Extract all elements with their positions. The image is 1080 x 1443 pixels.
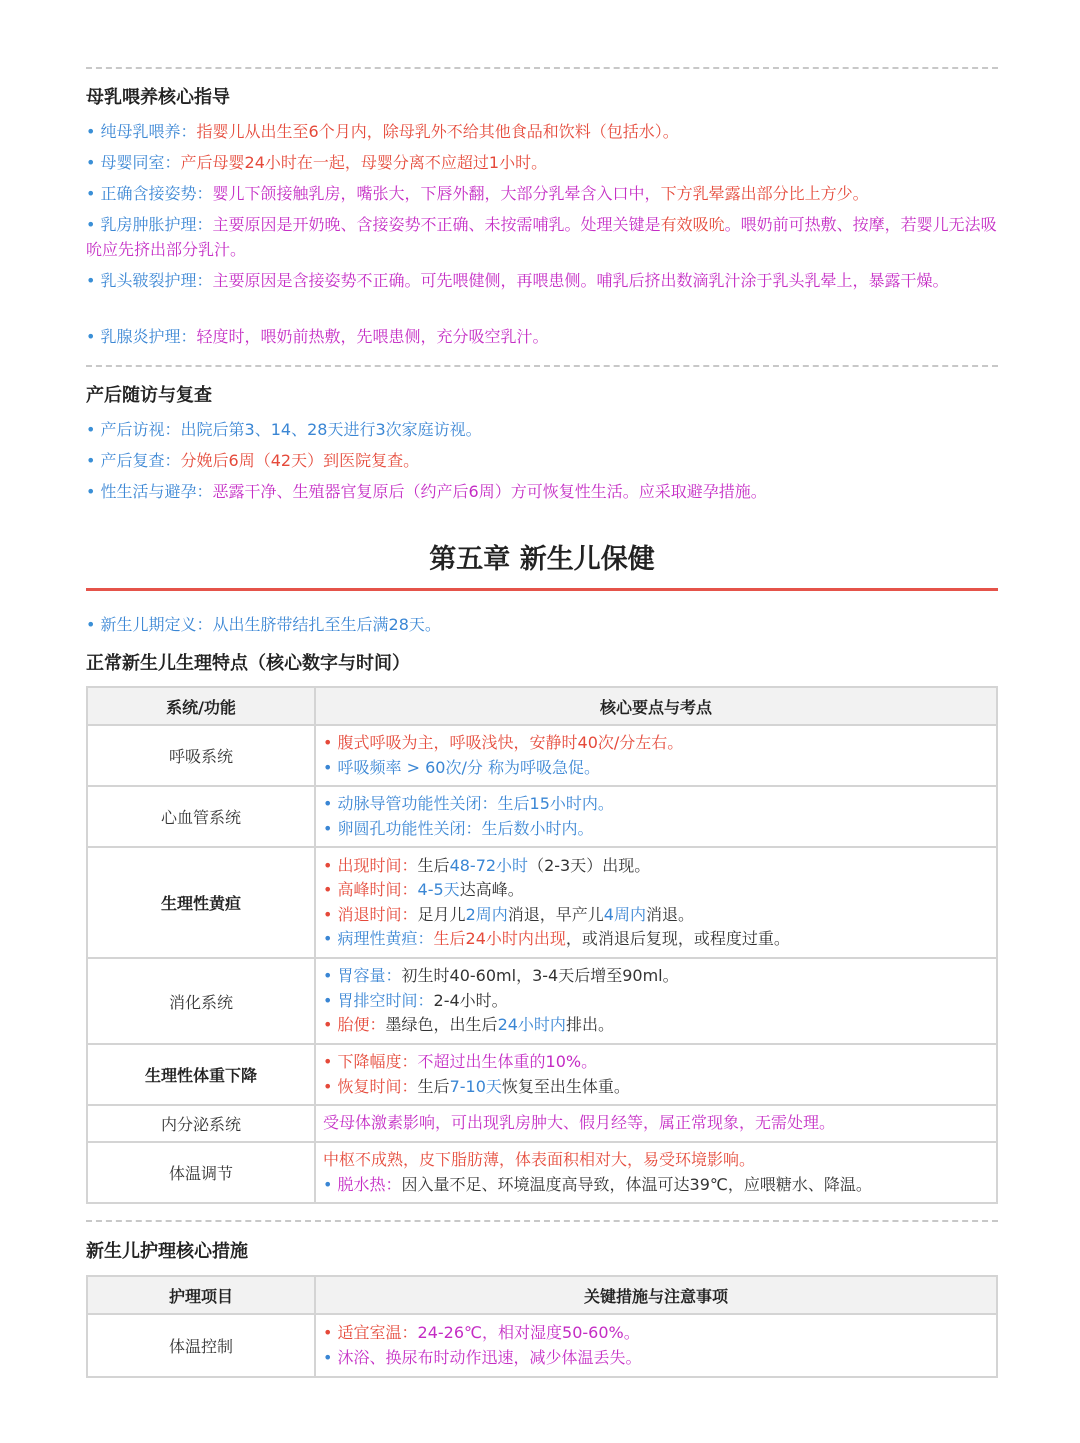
system-name: 体温调节 <box>87 1142 315 1203</box>
bullet-dot: • <box>323 757 333 777</box>
bullet-dot: • <box>86 271 96 290</box>
section-title-physiology: 正常新生儿生理特点（核心数字与时间） <box>86 653 410 674</box>
bullet-dot: • <box>323 733 333 752</box>
item-text: 主要原因是含接姿势不正确。可先喂健侧，再喂患侧。哺乳后挤出数滴乳汁涂于乳头乳晕上，暴露干燥。 <box>212 271 949 290</box>
bullet-item <box>86 181 998 206</box>
table-row <box>87 1105 997 1142</box>
point-line: 受母体激素影响，可出现乳房肿大、假月经等，属正常现象，无需处理。 <box>323 1113 836 1133</box>
bullet-dot: • <box>323 966 333 986</box>
bullet-item <box>86 417 998 442</box>
bullet-dot: • <box>323 818 333 838</box>
item-text: 。喂奶前可热敷、按摩，若婴儿无法吸吮应先挤出部分乳汁。 <box>86 215 997 259</box>
system-name: 内分泌系统 <box>87 1105 315 1142</box>
chapter-underline <box>86 588 998 591</box>
key-points <box>315 1044 997 1105</box>
item-text: 下方乳晕露出部分比上方少。 <box>660 184 869 203</box>
table-header-row <box>87 687 997 725</box>
bullet-dot: • <box>86 184 96 203</box>
table-row <box>87 1314 997 1377</box>
point-line: • 呼吸频率 > 60次/分 称为呼吸急促。 <box>323 757 600 777</box>
item-label: 纯母乳喂养： <box>100 122 197 141</box>
bullet-item <box>86 150 998 175</box>
point-line: • 下降幅度：不超过出生体重的10%。 <box>323 1052 598 1071</box>
column-header: 护理项目 <box>87 1276 315 1314</box>
bullet-dot: • <box>323 794 333 813</box>
bullet-item <box>86 212 998 262</box>
bullet-dot: • <box>323 1323 333 1342</box>
bullet-dot: • <box>86 153 96 172</box>
key-points <box>315 847 997 958</box>
key-points <box>315 786 997 847</box>
bullet-dot: • <box>86 122 96 141</box>
bullet-dot: • <box>86 451 96 470</box>
item-label: 乳腺炎护理： <box>100 327 197 346</box>
item-text: 出院后第3、14、28天进行3次家庭访视。 <box>180 420 482 439</box>
item-label: 乳头皲裂护理： <box>100 271 213 290</box>
system-name: 呼吸系统 <box>87 725 315 786</box>
point-line: • 高峰时间：4-5天达高峰。 <box>323 880 524 899</box>
bullet-dot: • <box>86 215 96 234</box>
item-label: 产后复查： <box>100 451 181 470</box>
point-line: • 脱水热：因入量不足、环境温度高导致，体温可达39℃，应喂糖水、降温。 <box>323 1174 872 1194</box>
key-points <box>315 1105 997 1142</box>
column-header: 核心要点与考点 <box>315 687 997 725</box>
point-line: • 沐浴、换尿布时动作迅速，减少体温丢失。 <box>323 1347 642 1367</box>
point-line: • 消退时间：足月儿2周内消退，早产儿4周内消退。 <box>323 904 694 924</box>
item-text: 主要原因是开奶晚、含接姿势不正确、未按需哺乳。处理关键是 <box>212 215 661 234</box>
system-name: 消化系统 <box>87 958 315 1044</box>
bullet-dot: • <box>86 420 96 439</box>
key-points <box>315 1142 997 1203</box>
item-text: 指婴儿从出生至6个月内，除母乳外不给其他食品和饮料（包括水）。 <box>196 122 679 141</box>
care-item-name: 体温控制 <box>87 1314 315 1377</box>
section-title-followup: 产后随访与复查 <box>86 385 212 406</box>
item-label: 母婴同室： <box>100 153 181 172</box>
item-label: 乳房肿胀护理： <box>100 215 213 234</box>
bullet-dot: • <box>323 1347 333 1367</box>
table-row <box>87 1142 997 1203</box>
table-row <box>87 847 997 958</box>
physiology-table <box>86 686 998 1204</box>
point-line: • 动脉导管功能性关闭：生后15小时内。 <box>323 794 614 813</box>
point-line: • 适宜室温：24-26℃，相对湿度50-60%。 <box>323 1323 640 1342</box>
system-name: 生理性黄疸 <box>87 847 315 958</box>
bullet-dot: • <box>86 615 96 634</box>
point-line: • 腹式呼吸为主，呼吸浅快，安静时40次/分左右。 <box>323 733 684 752</box>
item-highlight: 有效吸吮 <box>660 215 725 234</box>
point-line: • 恢复时间：生后7-10天恢复至出生体重。 <box>323 1076 630 1096</box>
bullet-dot: • <box>323 929 333 948</box>
system-name: 生理性体重下降 <box>87 1044 315 1105</box>
bullet-item <box>86 479 998 504</box>
point-line: • 胃排空时间：2-4小时。 <box>323 990 508 1010</box>
bullet-dot: • <box>323 904 333 924</box>
item-label: 产后访视： <box>100 420 181 439</box>
bullet-item <box>86 268 998 293</box>
divider <box>86 67 998 69</box>
key-points <box>315 725 997 786</box>
item-label: 性生活与避孕： <box>100 482 213 501</box>
item-text: 轻度时，喂奶前热敷，先喂患侧，充分吸空乳汁。 <box>196 327 549 346</box>
item-text: 恶露干净、生殖器官复原后（约产后6周）方可恢复性生活。应采取避孕措施。 <box>212 482 767 501</box>
table-row <box>87 786 997 847</box>
bullet-dot: • <box>323 1076 333 1096</box>
bullet-dot: • <box>86 327 96 346</box>
item-label: 正确含接姿势： <box>100 184 213 203</box>
point-line: • 卵圆孔功能性关闭：生后数小时内。 <box>323 818 594 838</box>
table-row <box>87 958 997 1044</box>
section-title-breastfeeding: 母乳喂养核心指导 <box>86 87 230 108</box>
key-points <box>315 958 997 1044</box>
column-header: 系统/功能 <box>87 687 315 725</box>
item-text: 从出生脐带结扎至生后满28天。 <box>212 615 441 634</box>
column-header: 关键措施与注意事项 <box>315 1276 997 1314</box>
bullet-dot: • <box>323 1052 333 1071</box>
item-text: 产后母婴24小时在一起，母婴分离不应超过1小时。 <box>180 153 548 172</box>
point-line: • 病理性黄疸：生后24小时内出现，或消退后复现，或程度过重。 <box>323 929 790 948</box>
definition-item <box>86 612 998 637</box>
point-line: • 胎便：墨绿色，出生后24小时内排出。 <box>323 1015 614 1035</box>
bullet-dot: • <box>323 880 333 899</box>
system-name: 心血管系统 <box>87 786 315 847</box>
bullet-item <box>86 448 998 473</box>
bullet-item <box>86 119 998 144</box>
bullet-dot: • <box>323 855 333 875</box>
bullet-dot: • <box>323 1174 333 1194</box>
point-line: • 出现时间：生后48-72小时（2-3天）出现。 <box>323 855 651 875</box>
item-text: 婴儿下颌接触乳房，嘴张大，下唇外翻，大部分乳晕含入口中， <box>212 184 661 203</box>
key-measures <box>315 1314 997 1377</box>
item-text: 分娩后6周（42天）到医院复查。 <box>180 451 420 470</box>
table-header-row <box>87 1276 997 1314</box>
bullet-dot: • <box>86 482 96 501</box>
chapter-title: 第五章 新生儿保健 <box>429 544 655 575</box>
care-table <box>86 1275 998 1378</box>
bullet-dot: • <box>323 1015 333 1035</box>
table-row <box>87 725 997 786</box>
bullet-dot: • <box>323 990 333 1010</box>
bullet-item <box>86 324 998 349</box>
item-label: 新生儿期定义： <box>100 615 213 634</box>
divider <box>86 365 998 367</box>
section-title-care: 新生儿护理核心措施 <box>86 1241 248 1262</box>
point-line: 中枢不成熟，皮下脂肪薄，体表面积相对大，易受环境影响。 <box>323 1150 756 1169</box>
table-row <box>87 1044 997 1105</box>
divider <box>86 1220 998 1222</box>
point-line: • 胃容量：初生时40-60ml，3-4天后增至90ml。 <box>323 966 679 986</box>
